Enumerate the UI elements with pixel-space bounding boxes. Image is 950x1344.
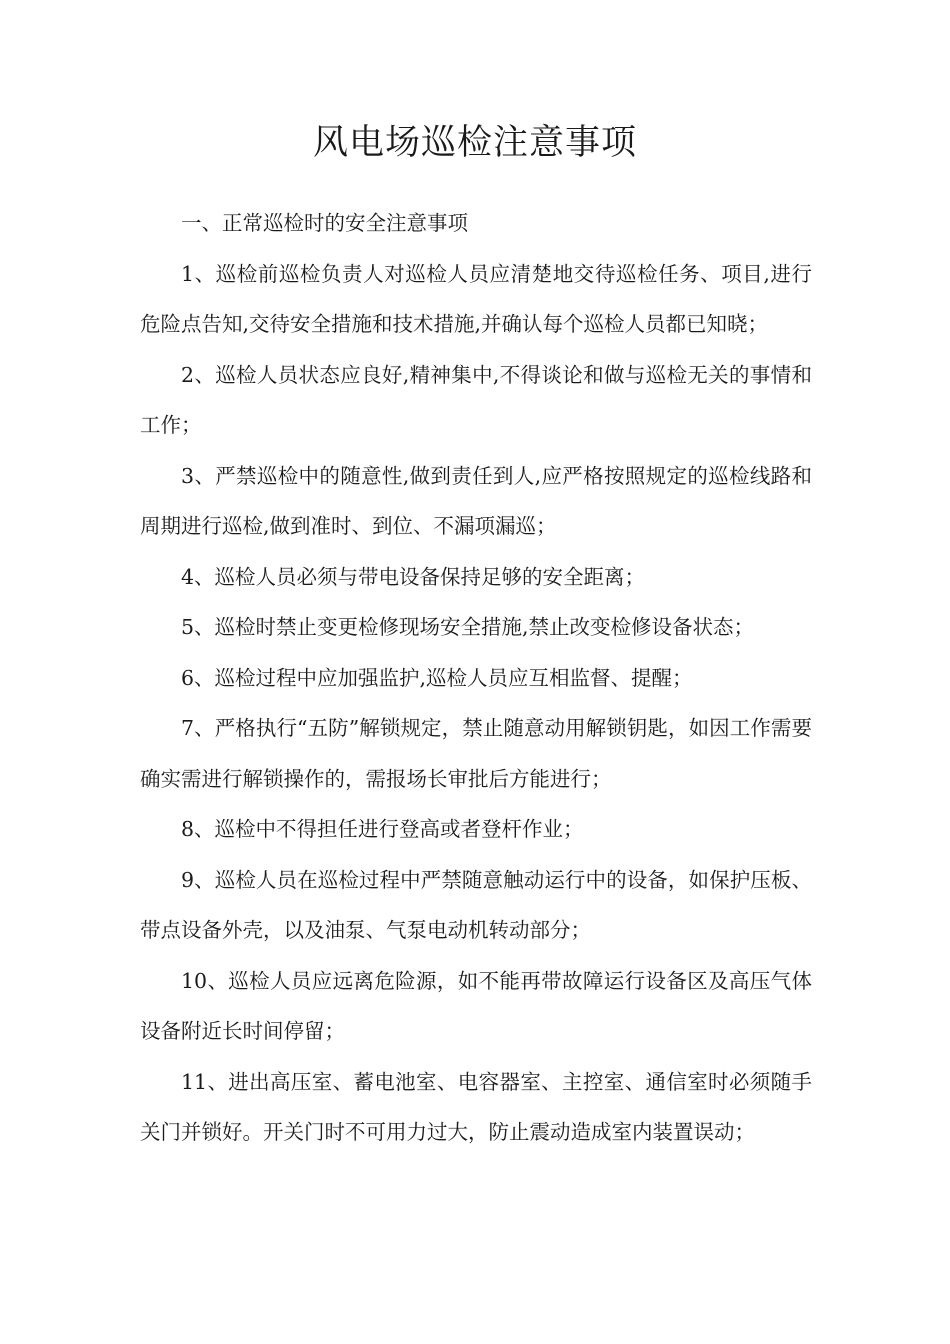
list-item: 6、巡检过程中应加强监护,巡检人员应互相监督、提醒； bbox=[181, 665, 693, 690]
list-item: 3、严禁巡检中的随意性,做到责任到人,应严格按照规定的巡检线路和周期进行巡检,做到准时、到位、不漏项漏巡； bbox=[140, 463, 812, 538]
list-item: 11、进出高压室、蓄电池室、电容器室、主控室、通信室时必须随手关门并锁好。开关门时不可用力过大，防止震动造成室内装置误动； bbox=[140, 1069, 812, 1144]
list-item: 7、严格执行“五防”解锁规定，禁止随意动用解锁钥匙，如因工作需要确实需进行解锁操作的，需报场长审批后方能进行； bbox=[140, 716, 812, 791]
list-item: 2、巡检人员状态应良好,精神集中,不得谈论和做与巡检无关的事情和工作； bbox=[140, 362, 812, 437]
list-item: 10、巡检人员应远离危险源，如不能再带故障运行设备区及高压气体设备附近长时间停留； bbox=[140, 968, 812, 1043]
list-item: 8、巡检中不得担任进行登高或者登杆作业； bbox=[181, 817, 584, 841]
document-body bbox=[140, 198, 812, 1158]
list-item: 4、巡检人员必须与带电设备保持足够的安全距离； bbox=[181, 564, 646, 589]
list-item: 9、巡检人员在巡检过程中严禁随意触动运行中的设备，如保护压板、带点设备外壳，以及油泵、气泵电动机转动部分； bbox=[140, 867, 812, 942]
list-item: 5、巡检时禁止变更检修现场安全措施,禁止改变检修设备状态； bbox=[181, 615, 755, 639]
section-heading: 一、正常巡检时的安全注意事项 bbox=[181, 211, 468, 235]
list-item: 1、巡检前巡检负责人对巡检人员应清楚地交待巡检任务、项目,进行危险点告知,交待安全措施和技术措施,并确认每个巡检人员都已知晓； bbox=[140, 261, 812, 336]
document-title: 风电场巡检注意事项 bbox=[312, 123, 637, 163]
